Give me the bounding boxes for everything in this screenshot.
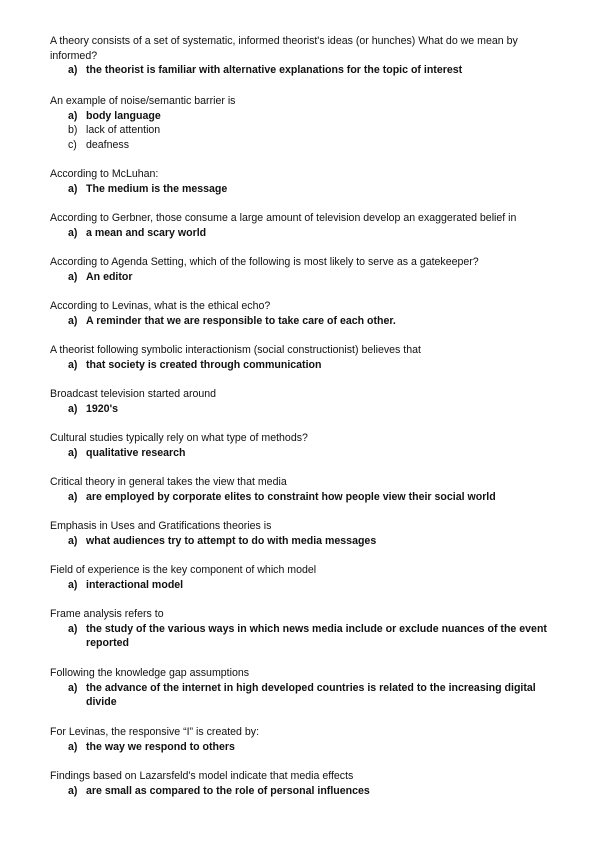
answer-option bbox=[50, 681, 550, 710]
answer-option bbox=[50, 138, 550, 153]
question-stem: Broadcast television started around bbox=[50, 388, 217, 400]
option-label: a) bbox=[68, 314, 78, 327]
answer-option bbox=[50, 490, 550, 505]
option-text: deafness bbox=[86, 138, 129, 151]
option-text: lack of attention bbox=[86, 124, 161, 137]
answer-option bbox=[50, 182, 550, 197]
answer-option bbox=[50, 270, 550, 285]
answer-option bbox=[50, 446, 550, 461]
option-label: a) bbox=[68, 622, 78, 635]
question-stem: For Levinas, the responsive “I” is created by: bbox=[50, 726, 260, 738]
option-text: the study of the various ways in which news media include or exclude nuances of the event reported bbox=[86, 622, 547, 650]
option-label: a) bbox=[68, 358, 78, 371]
answer-option bbox=[50, 622, 550, 651]
question-stem: Findings based on Lazarsfeld's model indicate that media effects bbox=[50, 770, 354, 782]
answer-option bbox=[50, 63, 550, 78]
answer-option bbox=[50, 402, 550, 417]
question-14 bbox=[50, 666, 550, 710]
question-stem: Following the knowledge gap assumptions bbox=[50, 667, 250, 679]
option-label: a) bbox=[68, 681, 78, 694]
question-6 bbox=[50, 299, 550, 328]
question-10 bbox=[50, 475, 550, 504]
question-1 bbox=[50, 34, 550, 78]
option-text: are small as compared to the role of personal influences bbox=[86, 784, 370, 797]
answer-option bbox=[50, 226, 550, 241]
option-label: a) bbox=[68, 578, 78, 591]
question-9 bbox=[50, 431, 550, 460]
option-text: interactional model bbox=[86, 578, 184, 591]
option-label: c) bbox=[68, 138, 77, 151]
option-text: what audiences try to attempt to do with media messages bbox=[86, 534, 377, 547]
option-text: a mean and scary world bbox=[86, 226, 207, 239]
answer-option bbox=[50, 578, 550, 593]
option-label: a) bbox=[68, 534, 78, 547]
option-text: the theorist is familiar with alternative explanations for the topic of interest bbox=[86, 64, 463, 77]
option-label: b) bbox=[68, 124, 78, 137]
question-12 bbox=[50, 563, 550, 592]
question-5 bbox=[50, 255, 550, 284]
answer-option bbox=[50, 109, 550, 124]
question-stem: An example of noise/semantic barrier is bbox=[50, 95, 236, 107]
question-stem: A theorist following symbolic interactionism (social constructionist) believes that bbox=[50, 344, 421, 356]
question-stem: Critical theory in general takes the view that media bbox=[50, 476, 287, 488]
question-15 bbox=[50, 725, 550, 754]
option-label: a) bbox=[68, 64, 78, 77]
option-text: qualitative research bbox=[86, 446, 186, 459]
option-label: a) bbox=[68, 740, 78, 753]
question-stem: A theory consists of a set of systematic, informed theorist's ideas (or hunches) What do we mean by informed? bbox=[50, 35, 518, 62]
option-text: 1920's bbox=[86, 402, 118, 415]
option-text: The medium is the message bbox=[86, 182, 228, 195]
answer-option bbox=[50, 358, 550, 373]
question-stem: According to Gerbner, those consume a large amount of television develop an exaggerated belief in bbox=[50, 212, 517, 224]
question-13 bbox=[50, 607, 550, 651]
option-label: a) bbox=[68, 784, 78, 797]
option-text: the advance of the internet in high developed countries is related to the increasing digital divide bbox=[86, 681, 536, 709]
option-label: a) bbox=[68, 402, 78, 415]
answer-option bbox=[50, 123, 550, 138]
answer-option bbox=[50, 314, 550, 329]
option-label: a) bbox=[68, 446, 78, 459]
option-text: A reminder that we are responsible to take care of each other. bbox=[86, 314, 396, 327]
question-16 bbox=[50, 769, 550, 798]
option-label: a) bbox=[68, 226, 78, 239]
option-label: a) bbox=[68, 109, 78, 122]
question-7 bbox=[50, 343, 550, 372]
answer-option bbox=[50, 534, 550, 549]
option-label: a) bbox=[68, 270, 78, 283]
option-text: An editor bbox=[86, 270, 133, 283]
answer-option bbox=[50, 784, 550, 799]
question-3 bbox=[50, 167, 550, 196]
question-8 bbox=[50, 387, 550, 416]
option-text: the way we respond to others bbox=[86, 740, 235, 753]
question-stem: According to Agenda Setting, which of the following is most likely to serve as a gatekeeper? bbox=[50, 256, 479, 268]
question-stem: Frame analysis refers to bbox=[50, 608, 164, 620]
question-2 bbox=[50, 94, 550, 152]
question-11 bbox=[50, 519, 550, 548]
answer-option bbox=[50, 740, 550, 755]
question-4 bbox=[50, 211, 550, 240]
option-label: a) bbox=[68, 490, 78, 503]
option-label: a) bbox=[68, 182, 78, 195]
question-stem: Emphasis in Uses and Gratifications theories is bbox=[50, 520, 272, 532]
question-stem: Cultural studies typically rely on what type of methods? bbox=[50, 432, 308, 444]
option-text: are employed by corporate elites to constraint how people view their social world bbox=[86, 490, 496, 503]
option-text: that society is created through communication bbox=[86, 358, 322, 371]
question-stem: According to Levinas, what is the ethical echo? bbox=[50, 300, 271, 312]
question-stem: According to McLuhan: bbox=[50, 168, 159, 180]
question-stem: Field of experience is the key component of which model bbox=[50, 564, 317, 576]
option-text: body language bbox=[86, 109, 161, 122]
